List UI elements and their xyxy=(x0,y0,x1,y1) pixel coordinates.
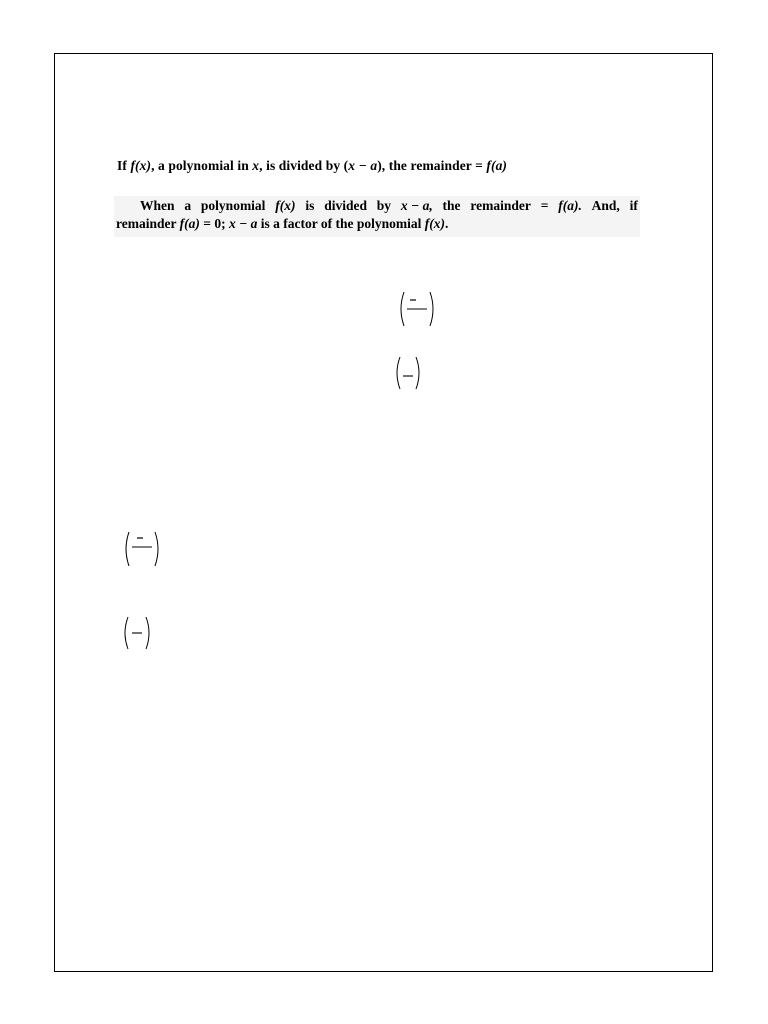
para2-text-4: . xyxy=(445,216,449,231)
para-word: if xyxy=(629,198,638,213)
para2-text-2: = 0; xyxy=(199,216,229,231)
para-word: And, xyxy=(591,198,620,213)
para2-fa: f(a) xyxy=(179,216,200,231)
paren-minus-1 xyxy=(393,355,423,391)
paren-fraction-1 xyxy=(397,290,437,328)
para-word: by xyxy=(376,198,392,213)
heading-x: x xyxy=(252,158,260,173)
theorem-paragraph xyxy=(114,196,640,237)
page-border xyxy=(54,53,713,972)
paren-fraction-2 xyxy=(122,530,162,568)
heading-text-2: , a polynomial in xyxy=(151,158,253,173)
para-word: a xyxy=(184,198,192,213)
paragraph-line-2 xyxy=(116,215,638,233)
theorem-heading xyxy=(117,158,507,174)
para-word: the xyxy=(442,198,461,213)
para-word: is xyxy=(305,198,315,213)
para2-fx: f(x) xyxy=(424,216,446,231)
para2-text-1: remainder xyxy=(116,216,180,231)
paragraph-line-1 xyxy=(116,197,638,215)
para-word: = xyxy=(540,198,549,213)
para2-text-3: is a factor of the polynomial xyxy=(257,216,425,231)
heading-fx: f(x) xyxy=(130,158,152,173)
para-word-xa: x − a, xyxy=(400,198,433,213)
heading-text-1: If xyxy=(117,158,131,173)
heading-xa: x − a xyxy=(348,158,378,173)
para-word: remainder xyxy=(470,198,531,213)
heading-fa: f(a) xyxy=(486,158,508,173)
para-word-fx: f(x) xyxy=(275,198,296,213)
para-word: When xyxy=(140,198,175,213)
para-word: polynomial xyxy=(200,198,266,213)
para-word-fa: f(a). xyxy=(558,198,582,213)
heading-text-3: , is divided by ( xyxy=(259,158,349,173)
heading-text-4: ), the remainder = xyxy=(377,158,487,173)
para2-xa: x − a xyxy=(228,216,258,231)
paren-minus-2 xyxy=(121,615,153,651)
para-word: divided xyxy=(324,198,367,213)
